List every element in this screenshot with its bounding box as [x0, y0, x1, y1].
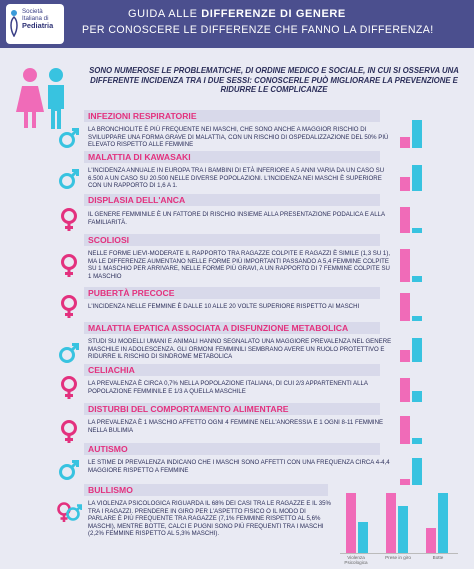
- female-bar: [400, 479, 410, 485]
- section-body: LA PREVALENZA È CIRCA 0,7% NELLA POPOLAZIONE ITALIANA, DI CUI 2/3 APPARTENENTI ALLA POPOLAZIONE FEMMINILE E 1/3 A QUELLA MASCHILE: [88, 380, 368, 395]
- female-symbol-icon: [58, 420, 80, 444]
- bullying-female-bar: [386, 493, 396, 553]
- mini-chart-puberty: [392, 293, 432, 321]
- female-symbol-icon: [58, 295, 80, 319]
- chart-category-label: Prese in giro: [385, 555, 411, 560]
- female-bar: [400, 350, 410, 362]
- section-title: CELIACHIA: [84, 364, 380, 376]
- mini-chart-liver: [392, 336, 432, 362]
- chart-category-label: Botte: [432, 555, 444, 560]
- mini-chart-autism: [392, 457, 432, 485]
- section-body: STUDI SU MODELLI UMANI E ANIMALI HANNO SEGNALATO UNA MAGGIORE PREVALENZA NEL GENERE MASCHILE IN ADOLESCENZA. GLI ORMONI FEMMINILI SEMBRANO AVERE UN RUOLO PROTETTIVO E RIDURRE IL RISCHIO DI SINDROME METABOLICA: [88, 338, 392, 361]
- male-bar: [412, 120, 422, 148]
- male-bar: [412, 316, 422, 321]
- male-bar: [412, 438, 422, 444]
- male-symbol-icon: [58, 340, 80, 364]
- section-title: MALATTIA EPATICA ASSOCIATA A DISFUNZIONE METABOLICA: [84, 322, 380, 334]
- male-female-symbol-icon: [56, 500, 82, 524]
- section-body: LA VIOLENZA PSICOLOGICA RIGUARDA IL 68% DEI CASI TRA LE RAGAZZE E IL 35% TRA I RAGAZZI. PRENDERE IN GIRO PER L'ASPETTO FISICO O IL MODO DI PARLARE È PIÙ FREQUENTE TRA RAGAZZE (7,1% FEMMINE RISPETTO AL 5,6% MASCHI), MENTRE BOTTE, CALCI E PUGNI SONO PIÙ FREQUENTI TRA I MASCHI (2,2% FEMMINE RISPETTO AL 5,3% MASCHI).: [88, 500, 331, 538]
- bullying-male-bar: [438, 493, 448, 553]
- female-symbol-icon: [58, 254, 80, 278]
- section-title: AUTISMO: [84, 443, 380, 455]
- bullying-female-bar: [426, 528, 436, 553]
- bullying-chart: [340, 490, 460, 553]
- male-bar: [412, 228, 422, 233]
- mini-chart-kawasaki: [392, 163, 432, 191]
- intro-text: SONO NUMEROSE LE PROBLEMATICHE, DI ORDINE MEDICO E SOCIALE, IN CUI SI OSSERVA UNA DIFFERENTE INCIDENZA TRA I DUE SESSI: CONOSCERLE PUÒ MIGLIORARE LA PREVENZIONE E RIDURRE LE COMPLICANZE: [89, 66, 459, 95]
- male-bar: [412, 338, 422, 362]
- section-title: DISPLASIA DELL'ANCA: [84, 194, 380, 206]
- female-symbol-icon: [58, 208, 80, 232]
- male-bar: [412, 391, 422, 402]
- male-bar: [412, 458, 422, 485]
- male-bar: [412, 276, 422, 282]
- female-bar: [400, 177, 410, 191]
- section-body: L'INCIDENZA ANNUALE IN EUROPA TRA I BAMBINI DI ETÀ INFERIORE A 5 ANNI VARIA DA UN CASO SU 6.500 A UN CASO SU 20.500 NELLE DIVERSE POPOLAZIONI. L'INCIDENZA NEI MASCHI È SUPERIORE CON UN RAPPORTO DI 1,6 A 1.: [88, 167, 385, 190]
- section-title: MALATTIA DI KAWASAKI: [84, 151, 380, 163]
- section-title: PUBERTÀ PRECOCE: [84, 287, 380, 299]
- title-bold: DIFFERENZE DI GENERE: [201, 8, 346, 20]
- section-title: DISTURBI DEL COMPORTAMENTO ALIMENTARE: [84, 403, 380, 415]
- bullying-female-bar: [346, 493, 356, 553]
- section-body: LA BRONCHIOLITE È PIÙ FREQUENTE NEI MASCHI, CHE SONO ANCHE A MAGGIOR RISCHIO DI SVILUPPARE UNA FORMA GRAVE DI MALATTIA, CON UN RISCHIO DI OSPEDALIZZAZIONE DEL 50% PIÙ ELEVATO RISPETTO ALLE FEMMINE: [88, 126, 389, 149]
- female-bar: [400, 249, 410, 282]
- male-symbol-icon: [58, 457, 80, 481]
- male-symbol-icon: [58, 166, 80, 190]
- section-title: BULLISMO: [84, 484, 328, 496]
- header-banner: [0, 0, 474, 48]
- section-title: INFEZIONI RESPIRATORIE: [84, 110, 380, 122]
- section-body: LA PREVALENZA È 1 MASCHIO AFFETTO OGNI 4 FEMMINE NELL'ANORESSIA E 1 OGNI 8-11 FEMMINE NELLA BULIMIA: [88, 419, 384, 434]
- logo-line-1: Società: [22, 8, 43, 15]
- female-symbol-icon: [58, 376, 80, 400]
- female-bar: [400, 207, 410, 233]
- female-bar: [400, 378, 410, 402]
- female-bar: [400, 137, 410, 148]
- sip-logo: [6, 4, 64, 44]
- female-bar: [400, 293, 410, 321]
- mini-chart-celiac: [392, 376, 432, 402]
- chart-category-label: Violenza Psicologica: [344, 555, 368, 565]
- mini-chart-bronchiolitis: [392, 118, 432, 148]
- section-title: SCOLIOSI: [84, 234, 380, 246]
- title-prefix: GUIDA ALLE: [128, 8, 202, 20]
- section-body: IL GENERE FEMMINILE È UN FATTORE DI RISCHIO INSIEME ALLA PRESENTAZIONE PODALICA E ALLA FAMILIARITÀ.: [88, 211, 385, 226]
- boy-girl-figures-icon: [16, 66, 72, 130]
- mini-chart-hip-dysplasia: [392, 207, 432, 233]
- mini-chart-eating: [392, 416, 432, 444]
- page-subtitle: PER CONOSCERE LE DIFFERENZE CHE FANNO LA DIFFERENZA!: [82, 24, 434, 36]
- bullying-male-bar: [398, 506, 408, 553]
- section-body: LE STIME DI PREVALENZA INDICANO CHE I MASCHI SONO AFFETTI CON UNA FREQUENZA CIRCA 4-4,4 MAGGIORE RISPETTO A FEMMINE: [88, 459, 390, 474]
- mini-chart-scoliosis: [392, 248, 432, 282]
- bullying-male-bar: [358, 522, 368, 553]
- female-bar: [400, 416, 410, 444]
- chart-baseline: [340, 553, 458, 554]
- page-title: [128, 8, 346, 20]
- section-body: NELLE FORME LIEVI-MODERATE IL RAPPORTO TRA RAGAZZE COLPITE E RAGAZZI È SIMILE (1,3 SU 1), MA LE DIFFERENZE AUMENTANO NELLE FORME PIÙ IMPORTANTI PASSANDO A 5,4 FEMMINE COLPITE SU 1 MASCHIO PER ARRIVARE, NELLE FORME PIÙ GRAVI, A UN RAPPORTO DI 7 FEMMINE COLPITE SU 1 MASCHIO: [88, 250, 391, 280]
- logo-figure-icon: [9, 9, 19, 37]
- male-symbol-icon: [58, 125, 80, 149]
- male-bar: [412, 165, 422, 191]
- logo-line-3: Pediatria: [22, 21, 54, 31]
- logo-text: [22, 8, 53, 30]
- section-body: L'INCIDENZA NELLE FEMMINE È DALLE 10 ALLE 20 VOLTE SUPERIORE RISPETTO AI MASCHI: [88, 303, 360, 310]
- logo-line-2: Italiana di: [22, 15, 49, 23]
